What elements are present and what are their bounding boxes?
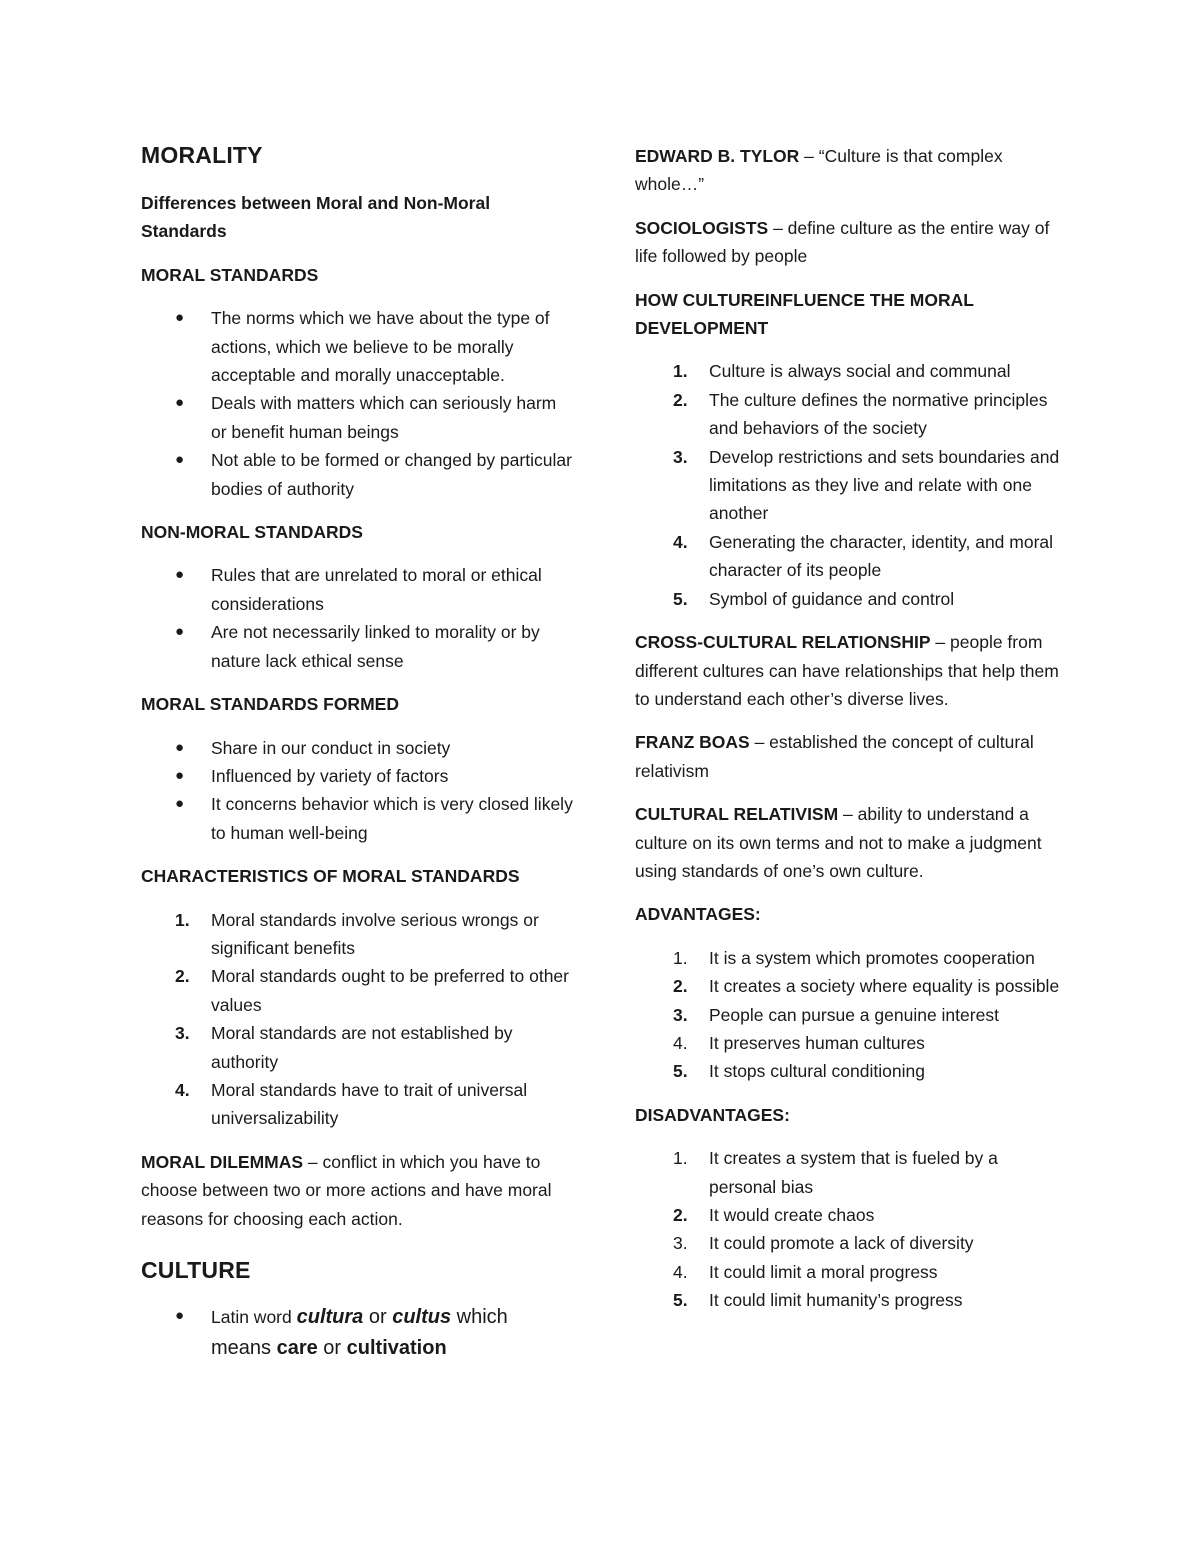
list-item: 4. Generating the character, identity, and moral character of its people: [635, 528, 1065, 585]
list-item: ● Influenced by variety of factors: [141, 762, 573, 790]
moral-dilemmas-term: MORAL DILEMMAS: [141, 1151, 304, 1172]
list-number: 1.: [673, 947, 688, 968]
list-item: 2. The culture defines the normative principles and behaviors of the society: [635, 386, 1065, 443]
list-item: 3. People can pursue a genuine interest: [635, 1001, 1065, 1029]
morality-title: MORALITY: [141, 142, 263, 168]
list-number: 4.: [673, 531, 688, 552]
list-item: 2. It would create chaos: [635, 1201, 1065, 1229]
differences-subtitle: Differences between Moral and Non-Moral Standards: [141, 193, 491, 242]
list-item: 3. It could promote a lack of diversity: [635, 1229, 1065, 1257]
list-item: ● The norms which we have about the type of actions, which we believe to be morally acceptable and morally unacceptable.: [141, 304, 573, 389]
list-item: 4. Moral standards have to trait of universal universalizability: [141, 1076, 573, 1133]
list-item: 2. Moral standards ought to be preferred to other values: [141, 962, 573, 1019]
list-number: 5.: [673, 588, 688, 609]
list-item: 3. Moral standards are not established by authority: [141, 1019, 573, 1076]
latin-word-cultus: cultus: [392, 1306, 452, 1328]
sociologists-paragraph: SOCIOLOGISTS – define culture as the entire way of life followed by people: [635, 217, 1050, 267]
moral-standards-list: [141, 304, 573, 503]
list-number: 1.: [175, 909, 190, 930]
non-moral-standards-heading: NON-MORAL STANDARDS: [141, 522, 363, 543]
list-number: 1.: [673, 361, 688, 382]
list-item: ● Latin word cultura or cultus which means care or cultivation: [141, 1302, 573, 1364]
list-item: ● Rules that are unrelated to moral or ethical considerations: [141, 561, 573, 618]
bullet-icon: ●: [175, 738, 185, 756]
list-number: 4.: [175, 1079, 190, 1100]
list-item: ● It concerns behavior which is very closed likely to human well-being: [141, 790, 573, 847]
list-number: 2.: [673, 976, 688, 997]
disadvantages-list: [635, 1144, 1065, 1314]
meaning-care: care: [276, 1337, 318, 1359]
list-number: 2.: [175, 966, 190, 987]
latin-word-cultura: cultura: [296, 1306, 364, 1328]
disadvantages-heading: DISADVANTAGES:: [635, 1104, 790, 1125]
list-number: 3.: [175, 1023, 190, 1044]
list-item: 4. It preserves human cultures: [635, 1029, 1065, 1057]
non-moral-standards-list: [141, 561, 573, 675]
advantages-heading: ADVANTAGES:: [635, 904, 761, 925]
moral-dilemmas-paragraph: MORAL DILEMMAS – conflict in which you have to choose between two or more actions and have moral reasons for choosing each action.: [141, 1151, 552, 1229]
list-number: 3.: [673, 1004, 688, 1025]
list-number: 3.: [673, 446, 688, 467]
list-number: 3.: [673, 1233, 688, 1254]
list-item: 1. Moral standards involve serious wrongs or significant benefits: [141, 906, 573, 963]
list-item: 2. It creates a society where equality is possible: [635, 972, 1065, 1000]
list-item: 1. It creates a system that is fueled by a personal bias: [635, 1144, 1065, 1201]
characteristics-heading: CHARACTERISTICS OF MORAL STANDARDS: [141, 866, 520, 887]
list-number: 4.: [673, 1032, 688, 1053]
right-column: [635, 142, 1065, 1330]
influence-list: [635, 357, 1065, 613]
culture-list: [141, 1302, 573, 1364]
list-item: 5. It could limit humanity’s progress: [635, 1286, 1065, 1314]
culture-title: CULTURE: [141, 1257, 251, 1283]
left-column: [141, 142, 573, 1379]
list-number: 2.: [673, 389, 688, 410]
list-item: 5. It stops cultural conditioning: [635, 1057, 1065, 1085]
boas-paragraph: FRANZ BOAS – established the concept of cultural relativism: [635, 732, 1034, 781]
list-item: 1. Culture is always social and communal: [635, 357, 1065, 385]
bullet-icon: ●: [175, 394, 185, 412]
list-item: ● Deals with matters which can seriously harm or benefit human beings: [141, 389, 573, 446]
list-number: 1.: [673, 1148, 688, 1169]
bullet-icon: ●: [175, 451, 185, 469]
bullet-icon: ●: [175, 1307, 185, 1324]
tylor-paragraph: EDWARD B. TYLOR – “Culture is that complex whole…”: [635, 146, 1003, 195]
characteristics-list: [141, 906, 573, 1133]
list-item: ● Not able to be formed or changed by particular bodies of authority: [141, 446, 573, 503]
list-item: 3. Develop restrictions and sets boundaries and limitations as they live and relate with one another: [635, 443, 1065, 528]
list-number: 4.: [673, 1261, 688, 1282]
list-item: ● Share in our conduct in society: [141, 734, 573, 762]
bullet-icon: ●: [175, 795, 185, 813]
moral-standards-formed-heading: MORAL STANDARDS FORMED: [141, 694, 399, 715]
list-item: 4. It could limit a moral progress: [635, 1258, 1065, 1286]
bullet-icon: ●: [175, 623, 185, 641]
meaning-cultivation: cultivation: [346, 1337, 447, 1359]
list-item: 5. Symbol of guidance and control: [635, 585, 1065, 613]
relativism-paragraph: CULTURAL RELATIVISM – ability to understand a culture on its own terms and not to make a judgment using standards of one’s own culture.: [635, 804, 1042, 881]
list-item: 1. It is a system which promotes cooperation: [635, 944, 1065, 972]
list-item: ● Are not necessarily linked to morality or by nature lack ethical sense: [141, 618, 573, 675]
bullet-icon: ●: [175, 309, 185, 327]
bullet-icon: ●: [175, 766, 185, 784]
list-number: 5.: [673, 1290, 688, 1311]
advantages-list: [635, 944, 1065, 1086]
bullet-icon: ●: [175, 566, 185, 584]
list-number: 5.: [673, 1061, 688, 1082]
influence-heading: HOW CULTUREINFLUENCE THE MORAL DEVELOPMENT: [635, 289, 974, 339]
moral-standards-formed-list: [141, 734, 573, 848]
cross-cultural-paragraph: CROSS-CULTURAL RELATIONSHIP – people from different cultures can have relationships that help them to understand each other’s diverse lives.: [635, 632, 1059, 709]
moral-standards-heading: MORAL STANDARDS: [141, 264, 319, 285]
list-number: 2.: [673, 1205, 688, 1225]
